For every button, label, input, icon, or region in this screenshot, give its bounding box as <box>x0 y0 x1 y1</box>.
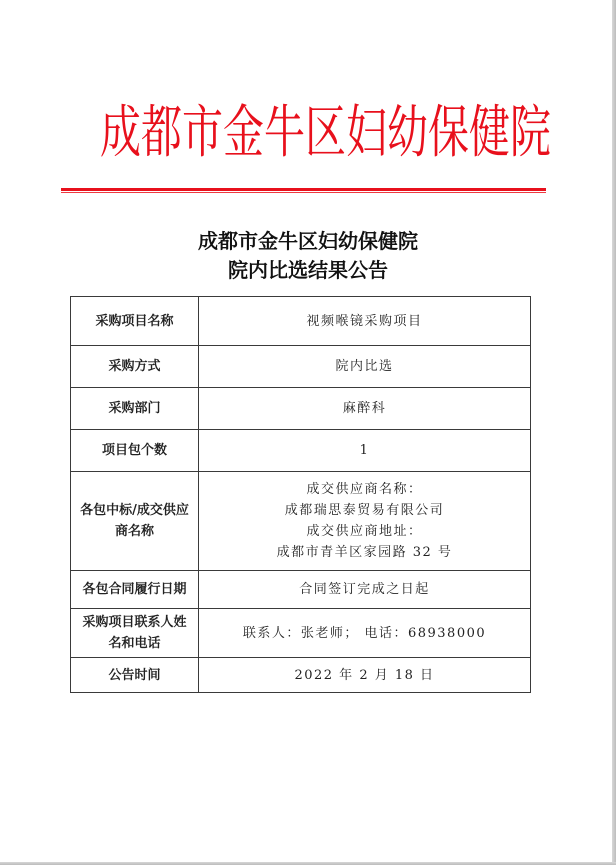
row-label: 公告时间 <box>71 658 199 693</box>
supplier-name: 成都瑞思泰贸易有限公司 <box>284 503 445 518</box>
row-value: 联系人：张老师； 电话：68938000 <box>199 609 531 658</box>
table-row-procurement-method <box>71 346 531 388</box>
row-label-line: 名和电话 <box>108 636 161 651</box>
row-value: 视频喉镜采购项目 <box>199 297 531 346</box>
row-label: 采购方式 <box>71 346 199 388</box>
table-row-contract-date <box>71 571 531 609</box>
row-value: 2022 年 2 月 18 日 <box>199 658 531 693</box>
row-value: 合同签订完成之日起 <box>199 571 531 609</box>
row-value: 麻醉科 <box>199 388 531 430</box>
row-label-line: 采购项目联系人姓 <box>82 615 187 630</box>
row-label <box>71 472 199 571</box>
row-label-line: 各包中标/成交供应 <box>80 503 189 518</box>
row-label <box>71 609 199 658</box>
row-label: 采购项目名称 <box>71 297 199 346</box>
letterhead-divider-thick <box>61 188 546 191</box>
supplier-name-label: 成交供应商名称： <box>306 482 423 497</box>
row-label-line: 商名称 <box>114 524 154 539</box>
supplier-address: 成都市青羊区家园路 32 号 <box>276 545 453 560</box>
announcement-table <box>70 296 531 693</box>
letterhead-divider-thin <box>61 192 546 193</box>
institution-letterhead: 成都市金牛区妇幼保健院 <box>100 98 551 166</box>
table-row-announcement-date <box>71 658 531 693</box>
row-label: 各包合同履行日期 <box>71 571 199 609</box>
table-row-department <box>71 388 531 430</box>
row-value: 1 <box>199 430 531 472</box>
row-label: 项目包个数 <box>71 430 199 472</box>
table-row-contact <box>71 609 531 658</box>
row-value <box>199 472 531 571</box>
document-title-line1: 成都市金牛区妇幼保健院 <box>198 229 418 253</box>
table-row-project-name <box>71 297 531 346</box>
table-row-package-count <box>71 430 531 472</box>
supplier-address-label: 成交供应商地址： <box>306 524 423 539</box>
row-value: 院内比选 <box>199 346 531 388</box>
page-shadow-right <box>612 0 616 865</box>
table-row-supplier <box>71 472 531 571</box>
document-title-line2: 院内比选结果公告 <box>228 258 388 282</box>
row-label: 采购部门 <box>71 388 199 430</box>
